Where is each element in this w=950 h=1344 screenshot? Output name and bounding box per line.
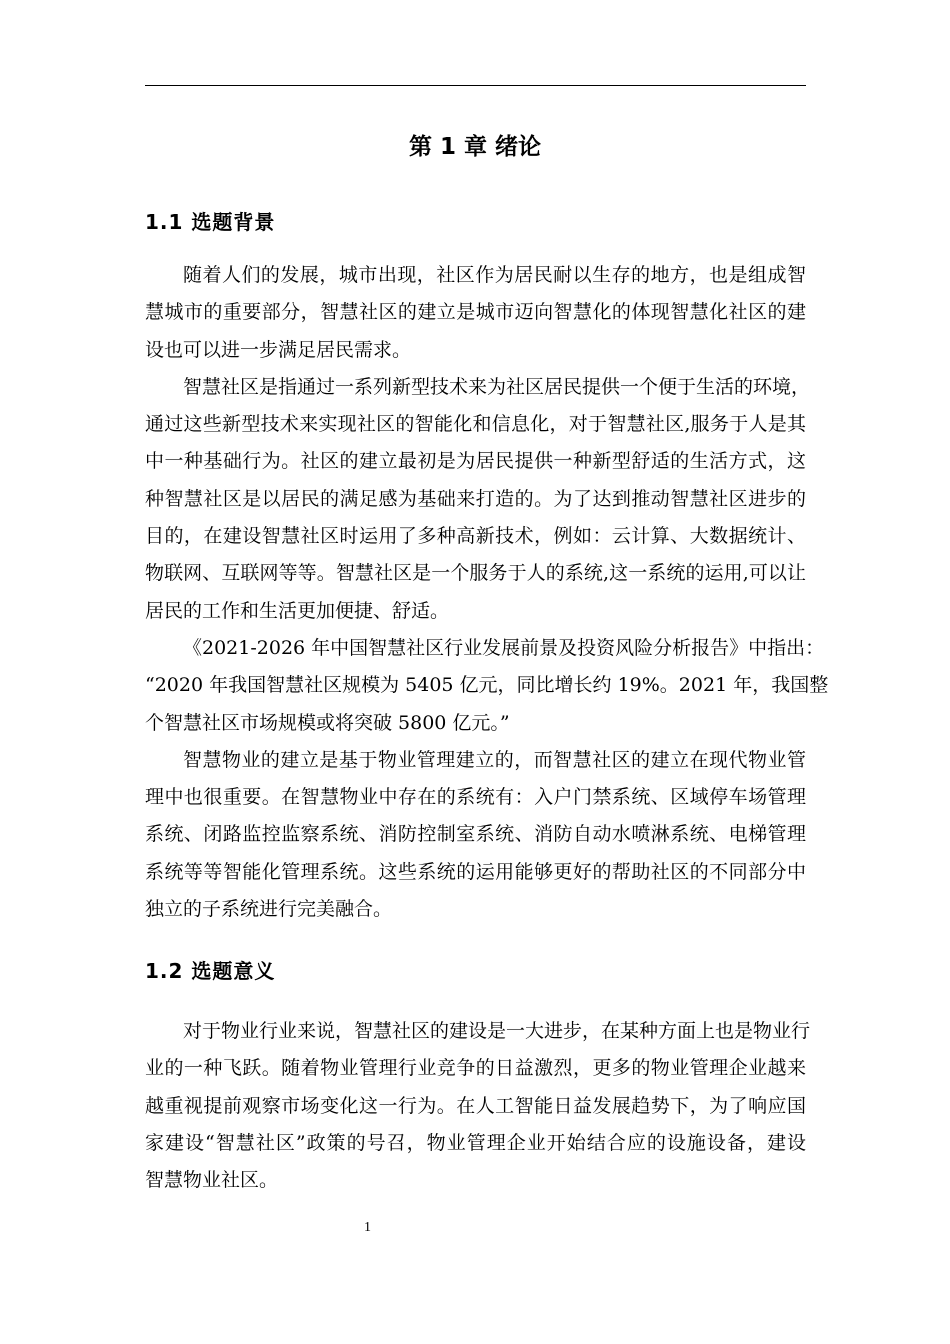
paragraph-line: 理中也很重要。在智慧物业中存在的系统有：入户门禁系统、区域停车场管理 xyxy=(145,786,806,809)
header-rule xyxy=(145,85,806,86)
paragraph-line: 居民的工作和生活更加便捷、舒适。 xyxy=(145,599,450,622)
paragraph-line: 对于物业行业来说，智慧社区的建设是一大进步，在某种方面上也是物业行 xyxy=(183,1020,811,1042)
paragraph-line: 中一种基础行为。社区的建立最初是为居民提供一种新型舒适的生活方式，这 xyxy=(145,450,806,473)
paragraph-line: 通过这些新型技术来实现社区的智能化和信息化，对于智慧社区,服务于人是其 xyxy=(145,413,806,436)
paragraph-line: 《2021-2026 年中国智慧社区行业发展前景及投资风险分析报告》中指出： xyxy=(183,636,825,659)
section-1-1-body xyxy=(145,257,829,928)
paragraph-line: 慧城市的重要部分，智慧社区的建立是城市迈向智慧化的体现智慧化社区的建 xyxy=(145,301,806,324)
paragraph-line: 设也可以进一步满足居民需求。 xyxy=(145,338,412,361)
paragraph-line: 系统等等智能化管理系统。这些系统的运用能够更好的帮助社区的不同部分中 xyxy=(145,860,806,883)
paragraph-line: 越重视提前观察市场变化这一行为。在人工智能日益发展趋势下，为了响应国 xyxy=(145,1094,806,1117)
chapter-title: 第 1 章 绪论 xyxy=(408,134,542,160)
paragraph-line: 独立的子系统进行完美融合。 xyxy=(145,898,393,921)
section-heading-1-1: 1.1 选题背景 xyxy=(145,210,276,234)
paragraph-line: 种智慧社区是以居民的满足感为基础来打造的。为了达到推动智慧社区进步的 xyxy=(145,487,806,510)
paragraph-line: “2020 年我国智慧社区规模为 5405 亿元，同比增长约 19%。2021 年，我国整 xyxy=(145,674,829,697)
paragraph-line: 家建设“智慧社区”政策的号召，物业管理企业开始结合应的设施设备，建设 xyxy=(145,1131,806,1154)
paragraph-line: 目的，在建设智慧社区时运用了多种高新技术，例如：云计算、大数据统计、 xyxy=(145,525,806,548)
paragraph-line: 物联网、互联网等等。智慧社区是一个服务于人的系统,这一系统的运用,可以让 xyxy=(145,562,806,585)
paragraph-line: 智慧社区是指通过一系列新型技术来为社区居民提供一个便于生活的环境， xyxy=(183,375,811,398)
paragraph-line: 个智慧社区市场规模或将突破 5800 亿元。” xyxy=(145,711,510,734)
paragraph-line: 系统、闭路监控监察系统、消防控制室系统、消防自动水喷淋系统、电梯管理 xyxy=(145,823,806,846)
section-1-2-body xyxy=(145,1013,811,1199)
paragraph-line: 智慧物业的建立是基于物业管理建立的，而智慧社区的建立在现代物业管 xyxy=(183,748,806,771)
page-number: 1 xyxy=(364,1220,371,1235)
paragraph-line: 随着人们的发展，城市出现，社区作为居民耐以生存的地方，也是组成智 xyxy=(183,264,806,286)
paragraph-line: 智慧物业社区。 xyxy=(145,1169,279,1192)
paragraph-line: 业的一种飞跃。随着物业管理行业竞争的日益激烈，更多的物业管理企业越来 xyxy=(145,1057,806,1080)
section-heading-1-2: 1.2 选题意义 xyxy=(145,959,276,983)
